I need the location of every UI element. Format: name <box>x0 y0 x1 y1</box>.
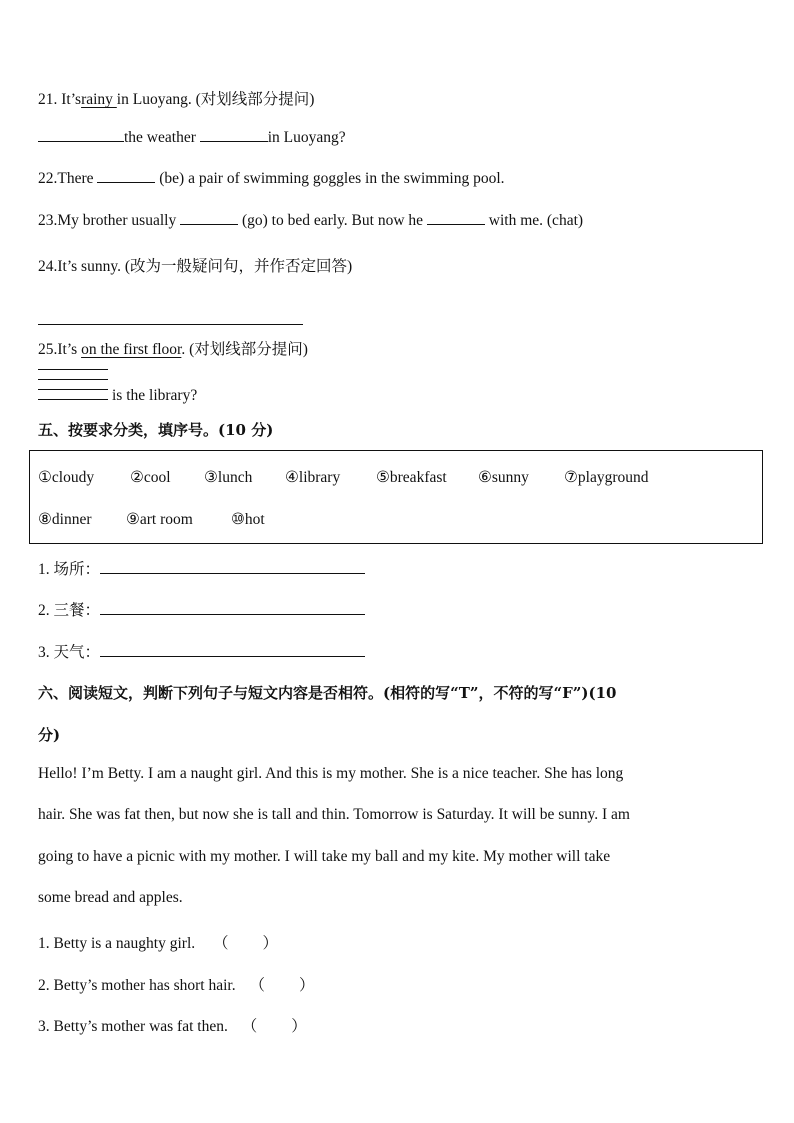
question-24 <box>38 254 352 276</box>
question-25-answer <box>112 387 197 405</box>
word-bank-item: ⑨art room <box>126 511 193 528</box>
word-bank-item: ⑧dinner <box>38 511 92 528</box>
category-label: 3. 天气： <box>38 644 101 661</box>
question-text: . (对划线部分提问) <box>181 341 308 358</box>
answer-text: the weather <box>124 129 200 146</box>
answer-blank[interactable] <box>100 655 365 657</box>
category-label: 1. 场所： <box>38 561 101 578</box>
question-text: (be) a pair of swimming goggles in the swimming pool. <box>155 170 505 187</box>
question-text: It’s sunny. (改为一般疑问句，并作否定回答) <box>57 258 353 275</box>
section-6-title: 六、阅读短文，判断下列句子与短文内容是否相符。(相符的写“T”，不符的写“F”)(10 <box>38 684 617 702</box>
answer-blank[interactable] <box>200 140 268 142</box>
passage-line: some bread and apples. <box>38 889 183 906</box>
answer-text: in Luoyang? <box>267 129 346 146</box>
underlined-phrase: on the first floor <box>81 341 182 358</box>
judgement-text: 1. Betty is a naughty girl. <box>38 935 196 952</box>
word-bank-item: ②cool <box>130 469 171 486</box>
question-21-answer <box>38 129 346 147</box>
question-24-answer <box>38 312 303 330</box>
question-23 <box>38 212 583 230</box>
category-row <box>38 640 365 662</box>
question-number: 25. <box>38 341 58 358</box>
answer-blank[interactable] <box>100 572 365 574</box>
judgement-question <box>38 1014 307 1036</box>
word-bank-item: ①cloudy <box>38 469 95 486</box>
answer-paren-close[interactable]: ） <box>291 1018 307 1035</box>
question-text: My brother usually <box>57 212 181 229</box>
word-bank-item: ⑩hot <box>231 511 265 528</box>
section-6-title-cont: 分) <box>38 726 61 744</box>
category-row <box>38 598 365 620</box>
judgement-question <box>38 931 278 953</box>
answer-paren-open[interactable]: （ <box>213 935 229 952</box>
question-text: It’s <box>57 341 82 358</box>
answer-text: is the library? <box>112 387 198 404</box>
word-bank-item: ⑤breakfast <box>376 469 447 486</box>
judgement-text: 3. Betty’s mother was fat then. <box>38 1018 228 1035</box>
answer-blank[interactable] <box>38 323 303 325</box>
question-25 <box>38 337 308 359</box>
answer-paren-open[interactable]: （ <box>241 1018 258 1035</box>
answer-blank[interactable] <box>427 223 485 225</box>
question-number: 24. <box>38 258 58 275</box>
judgement-question <box>38 973 315 995</box>
question-number: 21. <box>38 91 58 108</box>
question-22 <box>38 170 505 188</box>
question-text: It’s <box>57 91 82 108</box>
passage-line: going to have a picnic with my mother. I will take my ball and my kite. My mother will take <box>38 848 611 865</box>
answer-paren-open[interactable]: （ <box>249 977 265 994</box>
passage-line: Hello! I’m Betty. I am a naught girl. And this is my mother. She is a nice teacher. She has long <box>38 765 624 782</box>
answer-blank[interactable] <box>38 140 124 142</box>
answer-paren-close[interactable]: ） <box>299 977 315 994</box>
answer-paren-close[interactable]: ） <box>262 935 279 952</box>
underlined-phrase: rainy <box>81 91 117 108</box>
question-text: (go) to bed early. But now he <box>238 212 427 229</box>
answer-blank[interactable] <box>97 181 155 183</box>
question-text: in Luoyang. (对划线部分提问) <box>116 91 315 108</box>
word-bank-item: ④library <box>285 469 341 486</box>
word-bank-item: ③lunch <box>204 469 253 486</box>
answer-blank-stack[interactable] <box>38 369 108 409</box>
question-number: 23. <box>38 212 58 229</box>
question-21 <box>38 87 314 109</box>
question-number: 22. <box>38 170 58 187</box>
question-text: There <box>57 170 98 187</box>
category-row <box>38 557 365 579</box>
word-bank-box <box>29 450 763 544</box>
question-text: with me. (chat) <box>484 212 584 229</box>
passage-line: hair. She was fat then, but now she is tall and thin. Tomorrow is Saturday. It will be sunny. I am <box>38 806 630 823</box>
answer-blank[interactable] <box>180 223 238 225</box>
word-bank-item: ⑥sunny <box>478 469 529 486</box>
word-bank-item: ⑦playground <box>564 469 649 486</box>
judgement-text: 2. Betty’s mother has short hair. <box>38 977 236 994</box>
category-label: 2. 三餐： <box>38 602 101 619</box>
section-5-title: 五、按要求分类，填序号。(10 分) <box>38 421 274 439</box>
answer-blank[interactable] <box>100 613 365 615</box>
